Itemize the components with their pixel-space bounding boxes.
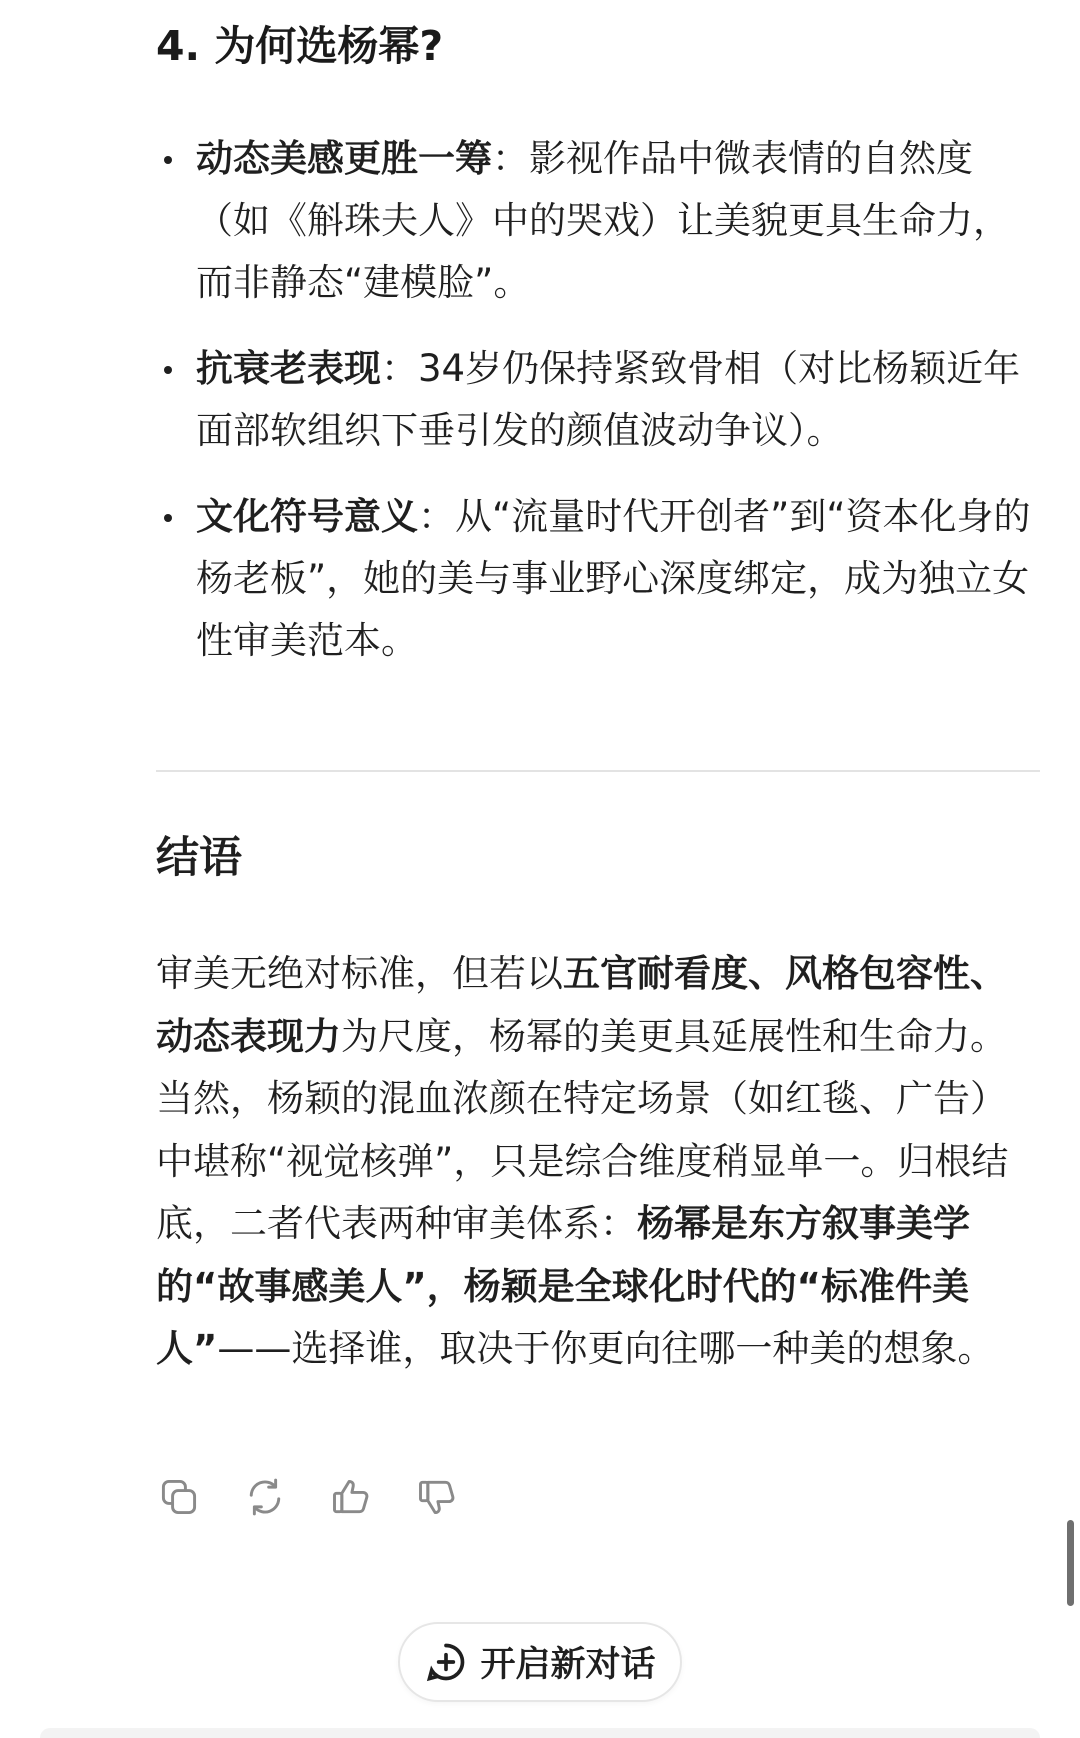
bullet-title: 抗衰老表现 <box>196 347 381 390</box>
bullet-title: 文化符号意义 <box>196 495 418 538</box>
conclusion-bold-1: 五官耐看度、风格包容性、动态表现力 <box>156 952 1007 1058</box>
thumbs-up-button[interactable] <box>328 1474 374 1520</box>
plus-circle-icon <box>424 1640 468 1684</box>
message-actions <box>156 1474 460 1520</box>
bullet-separator: ： <box>492 137 529 180</box>
regenerate-icon <box>243 1475 287 1519</box>
bullet-separator: ： <box>418 495 455 538</box>
bullet-separator: ： <box>381 347 418 390</box>
conclusion-heading: 结语 <box>156 833 242 883</box>
conclusion-bold-2: 杨幂是东方叙事美学的“故事感美人”，杨颖是全球化时代的“标准件美人” <box>156 1202 970 1370</box>
bullet-text: 影视作品中微表情的自然度（如《斛珠夫人》中的哭戏）让美貌更具生命力，而非静态“建模脸”。 <box>196 137 1010 304</box>
bullet-title: 动态美感更胜一筹 <box>196 137 492 180</box>
bullet-text: 34岁仍保持紧致骨相（对比杨颖近年面部软组织下垂引发的颜值波动争议）。 <box>196 347 1021 452</box>
conclusion-text-3: ——选择谁，取决于你更向往哪一种美的想象。 <box>217 1327 995 1370</box>
thumbs-down-button[interactable] <box>414 1474 460 1520</box>
section-divider <box>156 770 1040 772</box>
section-heading: 4. 为何选杨幂? <box>156 22 444 70</box>
conclusion-text-2: 为尺度，杨幂的美更具延展性和生命力。当然，杨颖的混血浓颜在特定场景（如红毯、广告）中堪称“视觉核弹”，只是综合维度稍显单一。归根结底，二者代表两种审美体系： <box>156 1014 1009 1245</box>
reason-list <box>156 128 1046 696</box>
list-item <box>156 128 1046 314</box>
thumbs-up-icon <box>329 1475 373 1519</box>
regenerate-button[interactable] <box>242 1474 288 1520</box>
bullet-dot <box>164 156 172 164</box>
scrollbar[interactable] <box>1067 1520 1074 1606</box>
list-item <box>156 486 1046 672</box>
new-chat-label: 开启新对话 <box>480 1645 656 1685</box>
bullet-text: 从“流量时代开创者”到“资本化身的杨老板”，她的美与事业野心深度绑定，成为独立女性审美范本。 <box>196 495 1031 662</box>
copy-icon <box>157 1475 201 1519</box>
conclusion-text-1: 审美无绝对标准，但若以 <box>156 952 563 995</box>
list-item <box>156 338 1046 462</box>
copy-button[interactable] <box>156 1474 202 1520</box>
bullet-dot <box>164 366 172 374</box>
new-chat-button[interactable] <box>398 1622 682 1702</box>
input-bar-edge <box>40 1728 1040 1738</box>
conclusion-paragraph <box>156 943 1040 1381</box>
thumbs-down-icon <box>415 1475 459 1519</box>
bullet-dot <box>164 514 172 522</box>
